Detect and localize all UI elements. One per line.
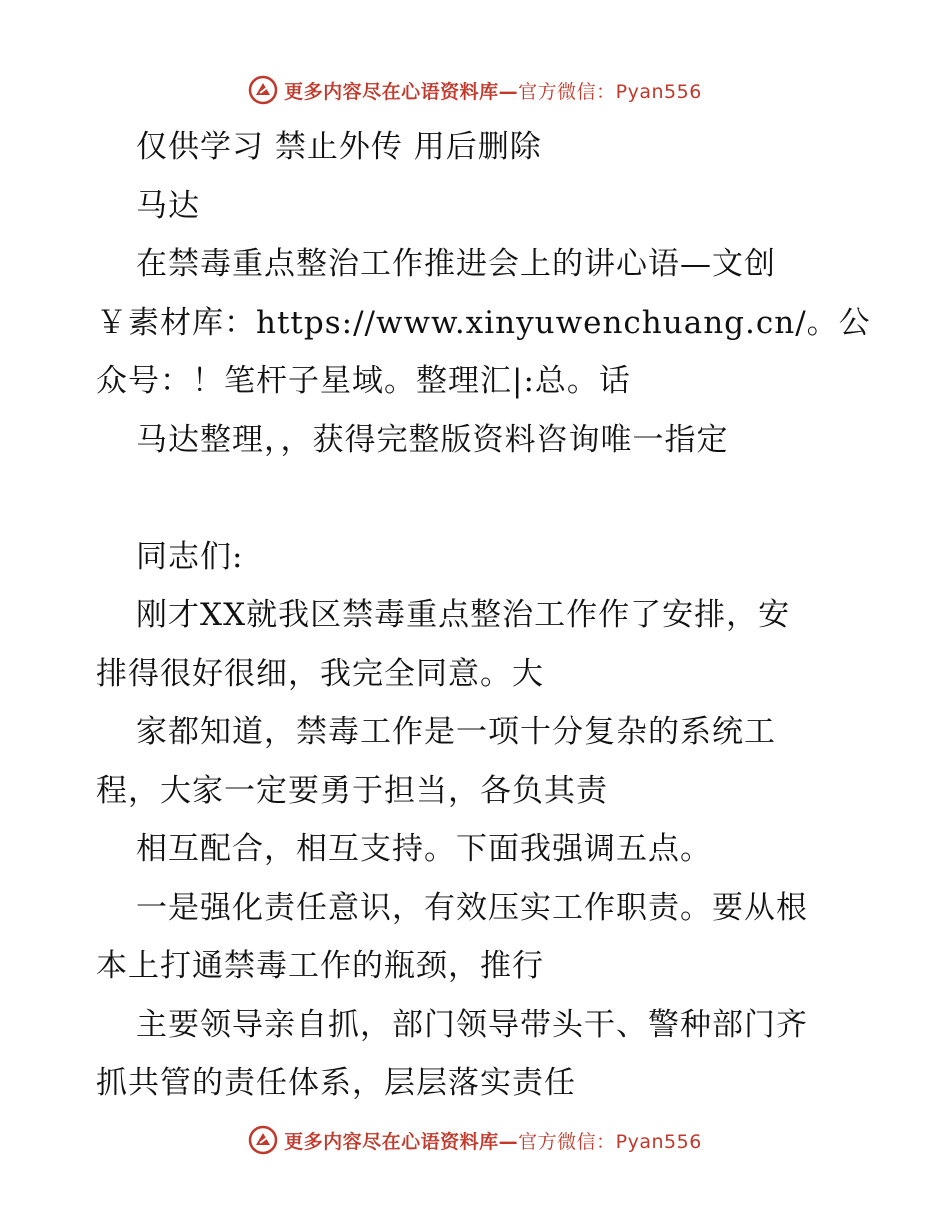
brand-logo-icon: [248, 75, 278, 105]
brand-logo-icon: [248, 1125, 278, 1155]
footer-banner-text: [284, 1127, 702, 1154]
document-body: [96, 118, 871, 1113]
header-banner-separator: —: [498, 80, 519, 103]
footer-banner-wechat: 官方微信：Pyan556: [518, 1130, 702, 1153]
body-line: 众号：！笔杆子星域。整理汇|:总。话: [96, 363, 631, 399]
footer-banner: [0, 1120, 950, 1160]
body-line: 马达: [136, 187, 200, 224]
body-line: 在禁毒重点整治工作推进会上的讲心语—文创: [136, 246, 776, 282]
blank-line: [96, 469, 866, 528]
body-line: 刚才XX就我区禁毒重点整治工作作了安排，安: [136, 597, 791, 633]
footer-banner-separator: —: [498, 1130, 519, 1153]
body-line: 程，大家一定要勇于担当，各负其责: [96, 772, 608, 809]
body-line: 家都知道，禁毒工作是一项十分复杂的系统工: [136, 714, 776, 750]
header-banner-text: [284, 77, 702, 104]
header-banner-wechat: 官方微信：Pyan556: [518, 80, 702, 103]
body-line: 主要领导亲自抓，部门领导带头干、警种部门齐: [136, 1006, 808, 1043]
header-banner-main: 更多内容尽在心语资料库: [284, 80, 499, 103]
body-line: 同志们:: [136, 538, 244, 575]
body-line: 本上打通禁毒工作的瓶颈，推行: [96, 948, 544, 984]
body-line: 仅供学习 禁止外传 用后删除: [136, 129, 542, 165]
footer-banner-main: 更多内容尽在心语资料库: [284, 1130, 499, 1153]
body-line: 一是强化责任意识，有效压实工作职责。要从根: [136, 889, 808, 926]
header-banner: [0, 70, 950, 110]
body-line: 排得很好很细，我完全同意。大: [96, 655, 544, 692]
body-line: 相互配合，相互支持。下面我强调五点。: [136, 831, 712, 867]
body-line: 马达整理，，获得完整版资料咨询唯一指定: [136, 421, 729, 458]
body-line: ￥素材库：https://www.xinyuwenchuang.cn/。公: [96, 304, 871, 341]
body-line: 抓共管的责任体系，层层落实责任: [96, 1065, 576, 1101]
